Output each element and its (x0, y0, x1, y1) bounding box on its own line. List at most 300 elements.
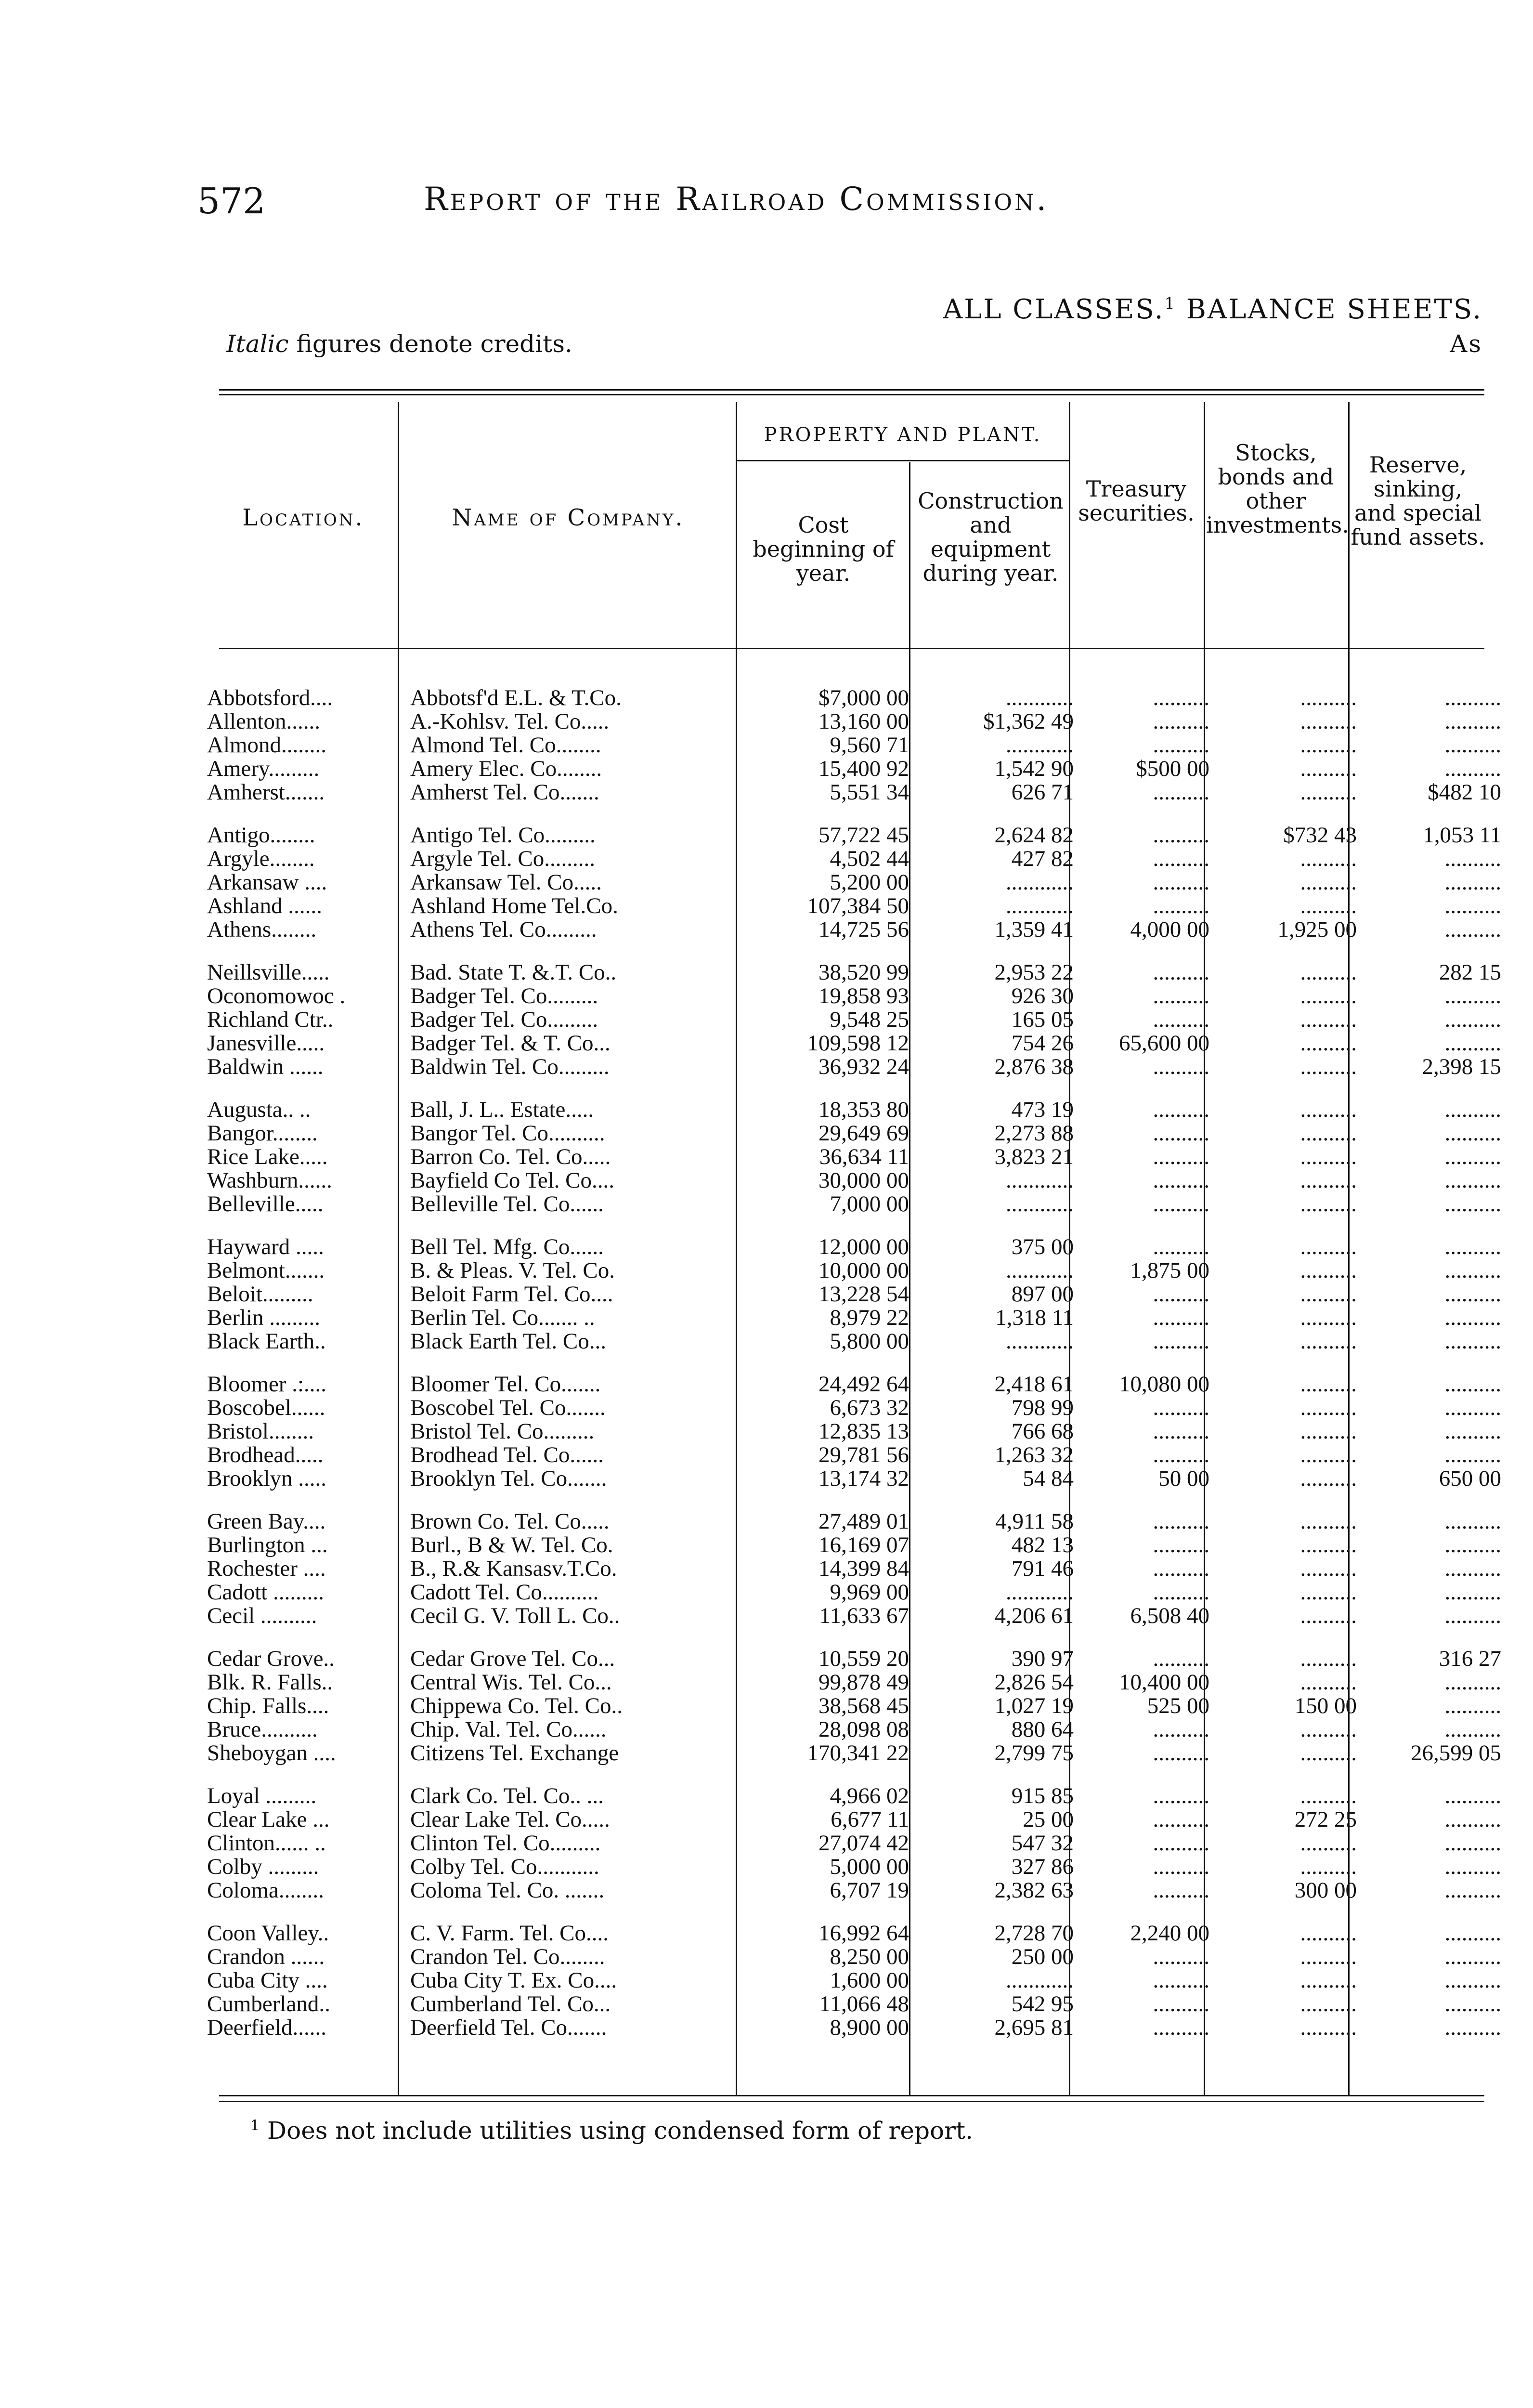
cell-cost: 29,649 69 (818, 1122, 909, 1145)
cell-construction: 791 46 (1011, 1557, 1074, 1581)
table-row (207, 1879, 1508, 1902)
cell-construction: ............ (1006, 1192, 1074, 1216)
continued-word: As (1450, 330, 1482, 358)
cell-construction: 1,318 11 (995, 1306, 1074, 1330)
cell-construction: 427 82 (1011, 847, 1074, 871)
cell-stocks: .......... (1300, 894, 1357, 918)
table-row (207, 1902, 1508, 1945)
cell-location: Bangor........ (207, 1122, 318, 1145)
cell-company: Berlin Tel. Co....... .. (410, 1306, 595, 1330)
cell-reserve: .......... (1444, 1420, 1501, 1443)
cell-company: Barron Co. Tel. Co..... (410, 1145, 611, 1169)
cell-location: Deerfield...... (207, 2016, 326, 2040)
cell-cost: 19,858 93 (818, 984, 909, 1008)
balance-sheet-table (207, 686, 1508, 2040)
cell-cost: $7,000 00 (818, 686, 909, 710)
cell-company: B. & Pleas. V. Tel. Co. (410, 1259, 615, 1283)
table-row (207, 710, 1508, 733)
cell-stocks: .......... (1300, 781, 1357, 804)
cell-reserve: .......... (1444, 894, 1501, 918)
cell-stocks: .......... (1300, 1122, 1357, 1145)
cell-company: Central Wis. Tel. Co... (410, 1671, 612, 1694)
cell-location: Cumberland.. (207, 1992, 330, 2016)
cell-stocks: .......... (1300, 1420, 1357, 1443)
cell-location: Cedar Grove.. (207, 1646, 335, 1671)
caption-suffix: BALANCE SHEETS. (1186, 294, 1482, 325)
cell-treasury: 10,080 00 (1119, 1372, 1209, 1396)
cell-construction: 1,027 19 (994, 1694, 1074, 1718)
cell-cost: 4,502 44 (830, 847, 909, 871)
cell-company: Bell Tel. Mfg. Co...... (410, 1234, 604, 1259)
cell-reserve: .......... (1444, 1921, 1501, 1945)
cell-stocks: .......... (1300, 686, 1357, 710)
cell-construction: 3,823 21 (994, 1145, 1074, 1169)
cell-location: Richland Ctr.. (207, 1008, 334, 1032)
cell-stocks: 150 00 (1294, 1694, 1357, 1718)
cell-cost: 13,160 00 (818, 710, 909, 733)
cell-stocks: .......... (1300, 1718, 1357, 1741)
cell-treasury: .......... (1153, 1169, 1209, 1192)
cell-treasury: .......... (1153, 1533, 1209, 1557)
cell-stocks: .......... (1300, 1533, 1357, 1557)
cell-company: A.-Kohlsv. Tel. Co..... (410, 710, 610, 733)
cell-location: Amery......... (207, 757, 320, 781)
cell-location: Washburn...... (207, 1169, 332, 1192)
cell-company: Badger Tel. & T. Co... (410, 1032, 611, 1055)
cell-reserve: .......... (1444, 1032, 1501, 1055)
cell-company: Bangor Tel. Co.......... (410, 1122, 605, 1145)
cell-reserve: .......... (1444, 757, 1501, 781)
cell-reserve: .......... (1444, 1283, 1501, 1306)
table-row (207, 1396, 1508, 1420)
cell-construction: 2,953 22 (994, 960, 1074, 984)
cell-location: Oconomowoc . (207, 984, 346, 1008)
cell-location: Berlin ......... (207, 1306, 320, 1330)
cell-reserve: .......... (1444, 1372, 1501, 1396)
cell-cost: 107,384 50 (807, 894, 909, 918)
cell-construction: 250 00 (1011, 1945, 1074, 1969)
table-row (207, 1420, 1508, 1443)
cell-company: Black Earth Tel. Co... (410, 1330, 607, 1353)
cell-treasury: .......... (1153, 1306, 1209, 1330)
cell-treasury: .......... (1153, 1396, 1209, 1420)
header-bottom-rule (219, 648, 1484, 649)
cell-location: Hayward ..... (207, 1234, 324, 1259)
cell-location: Allenton...... (207, 710, 320, 733)
cell-cost: 13,228 54 (818, 1283, 909, 1306)
cell-construction: 754 26 (1011, 1032, 1074, 1055)
cell-construction: 390 97 (1011, 1646, 1074, 1671)
cell-construction: ............ (1006, 871, 1074, 894)
cell-cost: 6,673 32 (830, 1396, 909, 1420)
cell-company: Ashland Home Tel.Co. (410, 894, 618, 918)
cell-location: Bristol........ (207, 1420, 314, 1443)
table-row (207, 1008, 1508, 1032)
cell-stocks: .......... (1300, 984, 1357, 1008)
cell-construction: $1,362 49 (983, 710, 1074, 733)
cell-cost: 27,074 42 (818, 1832, 909, 1855)
cell-company: Deerfield Tel. Co....... (410, 2016, 607, 2040)
cell-reserve: .......... (1444, 710, 1501, 733)
table-row (207, 1945, 1508, 1969)
cell-construction: 165 05 (1011, 1008, 1074, 1032)
cell-construction: 482 13 (1011, 1533, 1074, 1557)
cell-treasury: 525 00 (1147, 1694, 1209, 1718)
cell-cost: 18,353 80 (818, 1097, 909, 1122)
cell-location: Augusta.. .. (207, 1097, 311, 1122)
cell-location: Cadott ......... (207, 1581, 324, 1604)
cell-reserve: .......... (1444, 1234, 1501, 1259)
cell-company: Coloma Tel. Co. ....... (410, 1879, 605, 1902)
cell-treasury: .......... (1153, 1992, 1209, 2016)
cell-location: Athens........ (207, 918, 317, 942)
cell-reserve: .......... (1444, 733, 1501, 757)
cell-stocks: .......... (1300, 1443, 1357, 1467)
cell-location: Black Earth.. (207, 1330, 326, 1353)
cell-company: Baldwin Tel. Co......... (410, 1055, 610, 1079)
cell-company: Clinton Tel. Co......... (410, 1832, 601, 1855)
table-row (207, 1557, 1508, 1581)
cell-stocks: .......... (1300, 1557, 1357, 1581)
cell-treasury: 50 00 (1158, 1467, 1209, 1491)
table-row (207, 1533, 1508, 1557)
cell-cost: 8,900 00 (830, 2016, 909, 2040)
footnote-text: Does not include utilities using condensed form of report. (267, 2117, 974, 2145)
cell-treasury: .......... (1153, 1879, 1209, 1902)
table-row (207, 1055, 1508, 1079)
cell-reserve: .......... (1444, 1992, 1501, 2016)
cell-reserve: .......... (1444, 984, 1501, 1008)
cell-treasury: 4,000 00 (1130, 918, 1209, 942)
cell-cost: 6,677 11 (831, 1808, 909, 1832)
cell-construction: ............ (1006, 1259, 1074, 1283)
cell-treasury: .......... (1153, 823, 1209, 847)
cell-company: Ball, J. L.. Estate..... (410, 1097, 594, 1122)
cell-company: Cumberland Tel. Co... (410, 1992, 611, 2016)
cell-location: Arkansaw .... (207, 871, 327, 894)
cell-reserve: .......... (1444, 1306, 1501, 1330)
cell-company: Brodhead Tel. Co...... (410, 1443, 604, 1467)
cell-reserve: .......... (1444, 1259, 1501, 1283)
cell-location: Blk. R. Falls.. (207, 1671, 333, 1694)
cell-company: Boscobel Tel. Co....... (410, 1396, 606, 1420)
table-row (207, 1306, 1508, 1330)
running-head: Report of the Railroad Commission. (424, 181, 1049, 218)
cell-treasury: 1,875 00 (1130, 1259, 1209, 1283)
table-row (207, 871, 1508, 894)
cell-cost: 24,492 64 (818, 1372, 909, 1396)
top-rule-double (219, 394, 1484, 395)
cell-cost: 5,000 00 (830, 1855, 909, 1879)
cell-stocks: .......... (1300, 733, 1357, 757)
cell-treasury: .......... (1153, 1783, 1209, 1808)
cell-reserve: 282 15 (1439, 960, 1501, 984)
cell-location: Antigo........ (207, 823, 315, 847)
cell-treasury: .......... (1153, 871, 1209, 894)
cell-cost: 14,725 56 (818, 918, 909, 942)
cell-reserve: .......... (1444, 1945, 1501, 1969)
cell-stocks: .......... (1300, 1055, 1357, 1079)
cell-treasury: .......... (1153, 1945, 1209, 1969)
table-row (207, 984, 1508, 1008)
cell-company: Beloit Farm Tel. Co.... (410, 1283, 613, 1306)
cell-reserve: .......... (1444, 1533, 1501, 1557)
cell-reserve: $482 10 (1428, 781, 1501, 804)
cell-reserve: .......... (1444, 1122, 1501, 1145)
cell-company: Bloomer Tel. Co....... (410, 1372, 601, 1396)
cell-stocks: .......... (1300, 1646, 1357, 1671)
cell-reserve: .......... (1444, 1443, 1501, 1467)
header-property-and-plant: PROPERTY AND PLANT. (764, 424, 1042, 446)
cell-cost: 8,250 00 (830, 1945, 909, 1969)
caption-footnote-mark: 1 (1164, 294, 1176, 313)
cell-reserve: .......... (1444, 1581, 1501, 1604)
cell-location: Ashland ...... (207, 894, 322, 918)
cell-company: Brown Co. Tel. Co..... (410, 1509, 610, 1533)
cell-cost: 36,634 11 (819, 1145, 909, 1169)
cell-reserve: .......... (1444, 1192, 1501, 1216)
cell-company: Cedar Grove Tel. Co... (410, 1646, 615, 1671)
cell-treasury: 10,400 00 (1119, 1671, 1209, 1694)
caption-title: ALL CLASSES. (943, 294, 1165, 325)
cell-construction: 2,799 75 (994, 1741, 1074, 1765)
cell-stocks: .......... (1300, 1372, 1357, 1396)
cell-cost: 1,600 00 (830, 1969, 909, 1992)
cell-stocks: .......... (1300, 1192, 1357, 1216)
table-row (207, 733, 1508, 757)
cell-treasury: .......... (1153, 1055, 1209, 1079)
cell-company: Athens Tel. Co......... (410, 918, 597, 942)
cell-treasury: .......... (1153, 960, 1209, 984)
cell-stocks: .......... (1300, 1008, 1357, 1032)
cell-construction: ............ (1006, 733, 1074, 757)
cell-location: Clear Lake ... (207, 1808, 330, 1832)
cell-construction: 4,206 61 (994, 1604, 1074, 1628)
cell-treasury: .......... (1153, 1509, 1209, 1533)
cell-location: Neillsville..... (207, 960, 330, 984)
cell-company: Cadott Tel. Co.......... (410, 1581, 599, 1604)
cell-cost: 38,568 45 (818, 1694, 909, 1718)
cell-company: Bad. State T. &.T. Co.. (410, 960, 617, 984)
cell-cost: 11,633 67 (819, 1604, 909, 1628)
cell-cost: 27,489 01 (818, 1509, 909, 1533)
table-row (207, 2016, 1508, 2040)
cell-location: Abbotsford.... (207, 686, 333, 710)
cell-reserve: 26,599 05 (1411, 1741, 1501, 1765)
cell-reserve: .......... (1444, 1783, 1501, 1808)
cell-reserve: .......... (1444, 1145, 1501, 1169)
cell-cost: 36,932 24 (818, 1055, 909, 1079)
cell-cost: 9,560 71 (830, 733, 909, 757)
cell-stocks: .......... (1300, 1169, 1357, 1192)
cell-company: Badger Tel. Co......... (410, 984, 598, 1008)
cell-treasury: .......... (1153, 1808, 1209, 1832)
cell-location: Clinton...... .. (207, 1832, 326, 1855)
cell-stocks: .......... (1300, 1604, 1357, 1628)
cell-treasury: .......... (1153, 733, 1209, 757)
header-location: Location. (242, 504, 364, 531)
cell-construction: 2,695 81 (994, 2016, 1074, 2040)
cell-location: Bruce.......... (207, 1718, 318, 1741)
cell-location: Loyal ......... (207, 1783, 317, 1808)
table-row (207, 942, 1508, 984)
credits-note-text: figures denote credits. (296, 330, 572, 358)
cell-construction: 327 86 (1011, 1855, 1074, 1879)
cell-company: Belleville Tel. Co...... (410, 1192, 604, 1216)
cell-company: B., R.& Kansasv.T.Co. (410, 1557, 617, 1581)
cell-stocks: .......... (1300, 1509, 1357, 1533)
cell-location: Green Bay.... (207, 1509, 326, 1533)
cell-stocks: .......... (1300, 960, 1357, 984)
cell-cost: 9,969 00 (830, 1581, 909, 1604)
cell-treasury: 6,508 40 (1130, 1604, 1209, 1628)
cell-construction: 766 68 (1011, 1420, 1074, 1443)
cell-construction: 1,263 32 (994, 1443, 1074, 1467)
table-row (207, 1079, 1508, 1122)
cell-stocks: .......... (1300, 1581, 1357, 1604)
cell-stocks: .......... (1300, 1032, 1357, 1055)
cell-reserve: .......... (1444, 1604, 1501, 1628)
cell-location: Beloit......... (207, 1283, 313, 1306)
bottom-rule (219, 2095, 1484, 2096)
cell-location: Argyle........ (207, 847, 315, 871)
cell-stocks: .......... (1300, 871, 1357, 894)
cell-location: Almond........ (207, 733, 327, 757)
cell-construction: 2,382 63 (994, 1879, 1074, 1902)
cell-location: Coloma........ (207, 1879, 324, 1902)
cell-construction: 1,359 41 (994, 918, 1074, 942)
cell-stocks: .......... (1300, 1467, 1357, 1491)
table-row (207, 1718, 1508, 1741)
cell-treasury: .......... (1153, 847, 1209, 871)
cell-location: Amherst....... (207, 781, 325, 804)
cell-stocks: .......... (1300, 847, 1357, 871)
table-row (207, 757, 1508, 781)
cell-reserve: .......... (1444, 918, 1501, 942)
cell-reserve: .......... (1444, 1396, 1501, 1420)
cell-stocks: .......... (1300, 1921, 1357, 1945)
cell-company: Badger Tel. Co......... (410, 1008, 598, 1032)
cell-construction: ............ (1006, 1330, 1074, 1353)
cell-cost: 109,598 12 (807, 1032, 909, 1055)
header-company: Name of Company. (452, 504, 685, 531)
header-treasury: Treasury securities. (1078, 476, 1195, 526)
cell-construction: 897 00 (1011, 1283, 1074, 1306)
cell-treasury: .......... (1153, 781, 1209, 804)
cell-reserve: .......... (1444, 1169, 1501, 1192)
header-construction: Construction and equipment during year. (918, 488, 1064, 586)
cell-location: Cecil .......... (207, 1604, 317, 1628)
cell-reserve: .......... (1444, 1008, 1501, 1032)
cell-company: Chippewa Co. Tel. Co.. (410, 1694, 623, 1718)
cell-treasury: .......... (1153, 1008, 1209, 1032)
top-rule (219, 389, 1484, 391)
cell-reserve: .......... (1444, 1969, 1501, 1992)
footnote-mark: 1 (250, 2117, 260, 2134)
cell-reserve: 1,053 11 (1423, 823, 1501, 847)
cell-stocks: .......... (1300, 1741, 1357, 1765)
cell-construction: ............ (1006, 1969, 1074, 1992)
cell-company: Abbotsf'd E.L. & T.Co. (410, 686, 622, 710)
table-row (207, 1330, 1508, 1353)
cell-treasury: .......... (1153, 1420, 1209, 1443)
table-row (207, 1216, 1508, 1259)
cell-construction: 2,728 70 (994, 1921, 1074, 1945)
cell-treasury: .......... (1153, 894, 1209, 918)
cell-stocks: 272 25 (1294, 1808, 1357, 1832)
cell-reserve: .......... (1444, 847, 1501, 871)
cell-treasury: .......... (1153, 2016, 1209, 2040)
cell-treasury: .......... (1153, 1855, 1209, 1879)
cell-company: C. V. Farm. Tel. Co.... (410, 1921, 609, 1945)
cell-treasury: .......... (1153, 984, 1209, 1008)
cell-construction: 2,826 54 (994, 1671, 1074, 1694)
table-caption (943, 294, 1482, 325)
table-row (207, 1741, 1508, 1765)
cell-company: Cuba City T. Ex. Co.... (410, 1969, 617, 1992)
cell-treasury: .......... (1153, 1646, 1209, 1671)
cell-cost: 30,000 00 (818, 1169, 909, 1192)
cell-cost: 10,559 20 (818, 1646, 909, 1671)
cell-construction: ............ (1006, 894, 1074, 918)
cell-cost: 11,066 48 (819, 1992, 909, 2016)
cell-location: Brodhead..... (207, 1443, 324, 1467)
cell-company: Citizens Tel. Exchange (410, 1741, 619, 1765)
cell-company: Antigo Tel. Co......... (410, 823, 596, 847)
cell-cost: 4,966 02 (830, 1783, 909, 1808)
cell-location: Burlington ... (207, 1533, 328, 1557)
cell-reserve: .......... (1444, 1832, 1501, 1855)
cell-cost: 5,551 34 (830, 781, 909, 804)
cell-company: Crandon Tel. Co........ (410, 1945, 605, 1969)
header-cost-beginning: Cost beginning of year. (753, 512, 894, 586)
table-row (207, 918, 1508, 942)
cell-company: Colby Tel. Co........... (410, 1855, 599, 1879)
cell-construction: 1,542 90 (994, 757, 1074, 781)
cell-company: Arkansaw Tel. Co..... (410, 871, 602, 894)
cell-cost: 15,400 92 (818, 757, 909, 781)
cell-cost: 170,341 22 (807, 1741, 909, 1765)
cell-company: Brooklyn Tel. Co....... (410, 1467, 607, 1491)
cell-reserve: .......... (1444, 686, 1501, 710)
cell-company: Almond Tel. Co........ (410, 733, 601, 757)
cell-stocks: $732 43 (1283, 823, 1357, 847)
cell-company: Clear Lake Tel. Co..... (410, 1808, 610, 1832)
cell-company: Bristol Tel. Co......... (410, 1420, 595, 1443)
cell-company: Cecil G. V. Toll L. Co.. (410, 1604, 620, 1628)
balance-sheet-rows (207, 686, 1508, 2040)
cell-company: Argyle Tel. Co......... (410, 847, 596, 871)
cell-treasury: .......... (1153, 686, 1209, 710)
cell-cost: 57,722 45 (818, 823, 909, 847)
cell-cost: 7,000 00 (830, 1192, 909, 1216)
cell-location: Belleville..... (207, 1192, 324, 1216)
table-row (207, 1992, 1508, 2016)
table-row (207, 1832, 1508, 1855)
cell-stocks: .......... (1300, 1992, 1357, 2016)
cell-location: Boscobel...... (207, 1396, 325, 1420)
group-rule (736, 460, 1069, 461)
cell-treasury: .......... (1153, 1122, 1209, 1145)
cell-stocks: .......... (1300, 1283, 1357, 1306)
cell-location: Sheboygan .... (207, 1741, 336, 1765)
table-row (207, 1604, 1508, 1628)
cell-construction: 2,273 88 (994, 1122, 1074, 1145)
cell-stocks: .......... (1300, 1969, 1357, 1992)
cell-cost: 6,707 19 (830, 1879, 909, 1902)
cell-stocks: .......... (1300, 757, 1357, 781)
cell-location: Brooklyn ..... (207, 1467, 327, 1491)
